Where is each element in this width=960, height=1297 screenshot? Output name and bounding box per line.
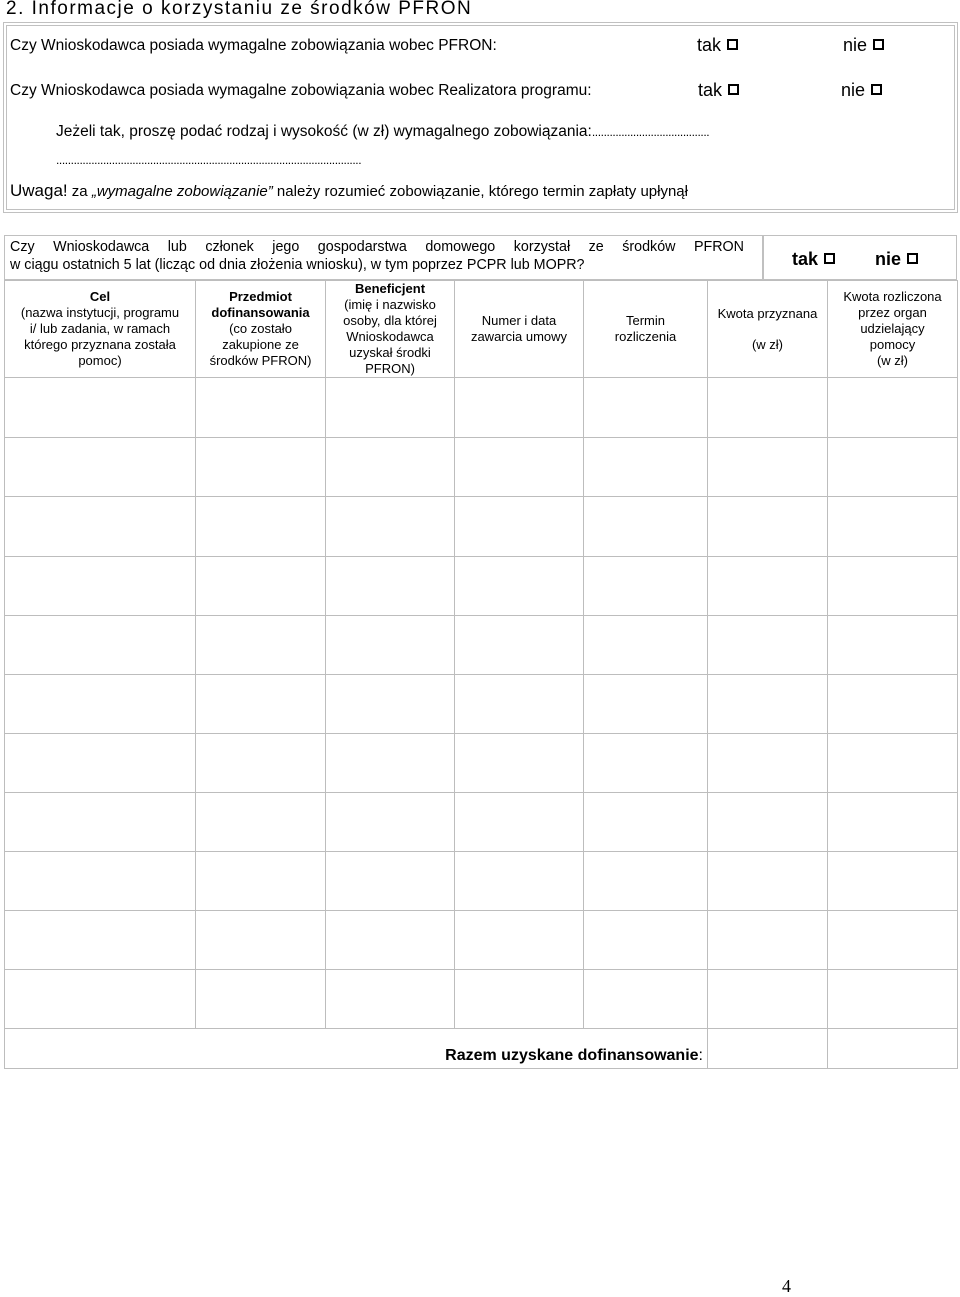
table-cell[interactable] xyxy=(828,734,958,793)
header-desc: Kwota rozliczona przez organ udzielający pomocy xyxy=(843,289,942,352)
table-cell[interactable] xyxy=(584,911,708,970)
table-cell[interactable] xyxy=(828,793,958,852)
table-cell[interactable] xyxy=(326,557,455,616)
if-yes-instruction xyxy=(56,123,709,141)
header-desc: (nazwa instytucji, programu i/ lub zadania, w ramach którego przyznana została pomoc) xyxy=(20,305,180,368)
header-desc: (imię i nazwisko osoby, dla której Wnioskodawca uzyskał środki PFRON) xyxy=(343,297,437,376)
if-yes-text: Jeżeli tak, proszę podać rodzaj i wysokość (w zł) wymagalnego zobowiązania: xyxy=(56,123,592,140)
table-cell[interactable] xyxy=(326,734,455,793)
table-cell[interactable] xyxy=(455,793,584,852)
table-cell[interactable] xyxy=(828,438,958,497)
table-cell[interactable] xyxy=(708,911,828,970)
table-cell[interactable] xyxy=(326,497,455,557)
note-italic: „wymagalne zobowiązanie” xyxy=(91,183,273,200)
table-cell[interactable] xyxy=(5,970,196,1029)
table-cell[interactable] xyxy=(196,378,326,438)
table-row xyxy=(5,497,958,557)
table-row xyxy=(5,438,958,497)
header-cell-kwota-przyznana xyxy=(708,281,828,378)
header-cell-przedmiot xyxy=(196,281,326,378)
table-cell[interactable] xyxy=(326,793,455,852)
table-row xyxy=(5,852,958,911)
table-cell[interactable] xyxy=(326,911,455,970)
table-cell[interactable] xyxy=(708,675,828,734)
table-cell[interactable] xyxy=(455,852,584,911)
total-granted-cell[interactable] xyxy=(708,1029,828,1069)
table-cell[interactable] xyxy=(5,497,196,557)
table-cell[interactable] xyxy=(708,852,828,911)
header-bold: Cel xyxy=(89,289,111,304)
usage-no-checkbox[interactable] xyxy=(907,253,918,264)
table-cell[interactable] xyxy=(326,378,455,438)
header-cell-cel xyxy=(5,281,196,378)
table-cell[interactable] xyxy=(5,438,196,497)
table-cell[interactable] xyxy=(828,557,958,616)
if-yes-dots-2[interactable]: ........................................................................................................ xyxy=(56,153,362,167)
yes-label: tak xyxy=(698,80,723,100)
table-cell[interactable] xyxy=(5,557,196,616)
table-cell[interactable] xyxy=(326,852,455,911)
pfron-no-option[interactable] xyxy=(843,35,884,56)
table-cell[interactable] xyxy=(196,616,326,675)
table-cell[interactable] xyxy=(196,438,326,497)
realizator-no-checkbox[interactable] xyxy=(871,84,882,95)
table-row xyxy=(5,911,958,970)
table-cell[interactable] xyxy=(708,438,828,497)
total-colon: : xyxy=(698,1047,703,1064)
yes-label: tak xyxy=(792,249,819,269)
table-cell[interactable] xyxy=(828,911,958,970)
table-cell[interactable] xyxy=(455,557,584,616)
table-cell[interactable] xyxy=(5,675,196,734)
table-row xyxy=(5,616,958,675)
usage-no-option[interactable] xyxy=(875,249,918,270)
total-settled-cell[interactable] xyxy=(828,1029,958,1069)
total-label-cell xyxy=(5,1029,708,1069)
table-cell[interactable] xyxy=(196,497,326,557)
header-desc: (w zł) xyxy=(751,336,784,352)
realizator-no-option[interactable] xyxy=(841,80,882,101)
table-header-row xyxy=(5,281,958,378)
question-pfron-obligations: Czy Wnioskodawca posiada wymagalne zobowiązania wobec PFRON: xyxy=(10,37,497,54)
table-cell[interactable] xyxy=(584,616,708,675)
table-cell[interactable] xyxy=(708,970,828,1029)
funding-table xyxy=(4,280,958,1069)
table-cell[interactable] xyxy=(196,911,326,970)
table-cell[interactable] xyxy=(455,734,584,793)
table-cell[interactable] xyxy=(708,734,828,793)
section-title: 2. Informacje o korzystaniu ze środków PFRON xyxy=(6,0,473,19)
usage-question-line2: w ciągu ostatnich 5 lat (licząc od dnia złożenia wniosku), w tym poprzez PCPR lub MOPR? xyxy=(10,257,585,273)
usage-yes-option[interactable] xyxy=(792,249,835,270)
table-cell[interactable] xyxy=(584,793,708,852)
table-cell[interactable] xyxy=(584,675,708,734)
table-cell[interactable] xyxy=(828,378,958,438)
table-cell[interactable] xyxy=(708,616,828,675)
yes-label: tak xyxy=(697,35,722,55)
table-cell[interactable] xyxy=(584,378,708,438)
header-desc: Termin rozliczenia xyxy=(614,313,677,344)
no-label: nie xyxy=(841,80,866,100)
usage-yes-checkbox[interactable] xyxy=(824,253,835,264)
table-cell[interactable] xyxy=(5,852,196,911)
table-cell[interactable] xyxy=(326,616,455,675)
header-cell-termin xyxy=(584,281,708,378)
header-desc: Kwota przyznana xyxy=(717,305,818,321)
table-cell[interactable] xyxy=(5,911,196,970)
header-desc: (w zł) xyxy=(876,353,909,368)
table-cell[interactable] xyxy=(455,616,584,675)
question-realizator-obligations: Czy Wnioskodawca posiada wymagalne zobowiązania wobec Realizatora programu: xyxy=(10,82,592,99)
table-row xyxy=(5,793,958,852)
page-number: 4 xyxy=(782,1276,791,1296)
table-total-row xyxy=(5,1029,958,1069)
table-cell[interactable] xyxy=(326,438,455,497)
note-pre: za xyxy=(67,183,92,200)
pfron-yes-option[interactable] xyxy=(697,35,738,56)
table-cell[interactable] xyxy=(455,970,584,1029)
table-cell[interactable] xyxy=(455,438,584,497)
table-cell[interactable] xyxy=(196,852,326,911)
table-cell[interactable] xyxy=(708,557,828,616)
table-cell[interactable] xyxy=(828,852,958,911)
table-row xyxy=(5,734,958,793)
table-cell[interactable] xyxy=(828,616,958,675)
no-label: nie xyxy=(875,249,902,269)
table-cell[interactable] xyxy=(584,497,708,557)
if-yes-dots-1[interactable]: ........................................ xyxy=(591,125,710,139)
table-cell[interactable] xyxy=(196,970,326,1029)
table-cell[interactable] xyxy=(584,852,708,911)
table-cell[interactable] xyxy=(584,557,708,616)
header-desc: Numer i data zawarcia umowy xyxy=(470,313,568,344)
usage-question-line1: Czy Wnioskodawca lub członek jego gospodarstwa domowego korzystał ze środków PFRON xyxy=(10,239,744,255)
header-cell-beneficjent xyxy=(326,281,455,378)
header-cell-numer xyxy=(455,281,584,378)
header-bold: Beneficjent xyxy=(354,281,426,296)
table-row xyxy=(5,378,958,438)
table-cell[interactable] xyxy=(828,675,958,734)
realizator-yes-option[interactable] xyxy=(698,80,739,101)
header-bold: Przedmiot dofinansowania xyxy=(211,289,310,320)
table-cell[interactable] xyxy=(584,438,708,497)
table-cell[interactable] xyxy=(828,497,958,557)
note-post: należy rozumieć zobowiązanie, którego termin zapłaty upłynął xyxy=(272,183,688,200)
table-cell[interactable] xyxy=(196,675,326,734)
pfron-yes-checkbox[interactable] xyxy=(727,39,738,50)
table-cell[interactable] xyxy=(196,734,326,793)
table-cell[interactable] xyxy=(455,497,584,557)
table-row xyxy=(5,557,958,616)
table-cell[interactable] xyxy=(584,734,708,793)
table-cell[interactable] xyxy=(326,675,455,734)
table-cell[interactable] xyxy=(196,557,326,616)
no-label: nie xyxy=(843,35,868,55)
header-desc: (co zostało zakupione ze środków PFRON) xyxy=(209,321,312,368)
pfron-no-checkbox[interactable] xyxy=(873,39,884,50)
table-cell[interactable] xyxy=(455,911,584,970)
total-label: Razem uzyskane dofinansowanie xyxy=(445,1047,699,1064)
table-cell[interactable] xyxy=(196,793,326,852)
table-cell[interactable] xyxy=(708,378,828,438)
table-cell[interactable] xyxy=(5,378,196,438)
table-row xyxy=(5,970,958,1029)
note xyxy=(10,181,688,201)
table-cell[interactable] xyxy=(584,970,708,1029)
table-cell[interactable] xyxy=(455,378,584,438)
table-cell[interactable] xyxy=(828,970,958,1029)
table-cell[interactable] xyxy=(455,675,584,734)
table-row xyxy=(5,675,958,734)
realizator-yes-checkbox[interactable] xyxy=(728,84,739,95)
table-cell[interactable] xyxy=(708,497,828,557)
note-label: Uwaga! xyxy=(10,181,68,200)
table-cell[interactable] xyxy=(5,734,196,793)
table-cell[interactable] xyxy=(5,616,196,675)
header-cell-kwota-rozliczona xyxy=(828,281,958,378)
table-cell[interactable] xyxy=(326,970,455,1029)
table-cell[interactable] xyxy=(5,793,196,852)
table-cell[interactable] xyxy=(708,793,828,852)
